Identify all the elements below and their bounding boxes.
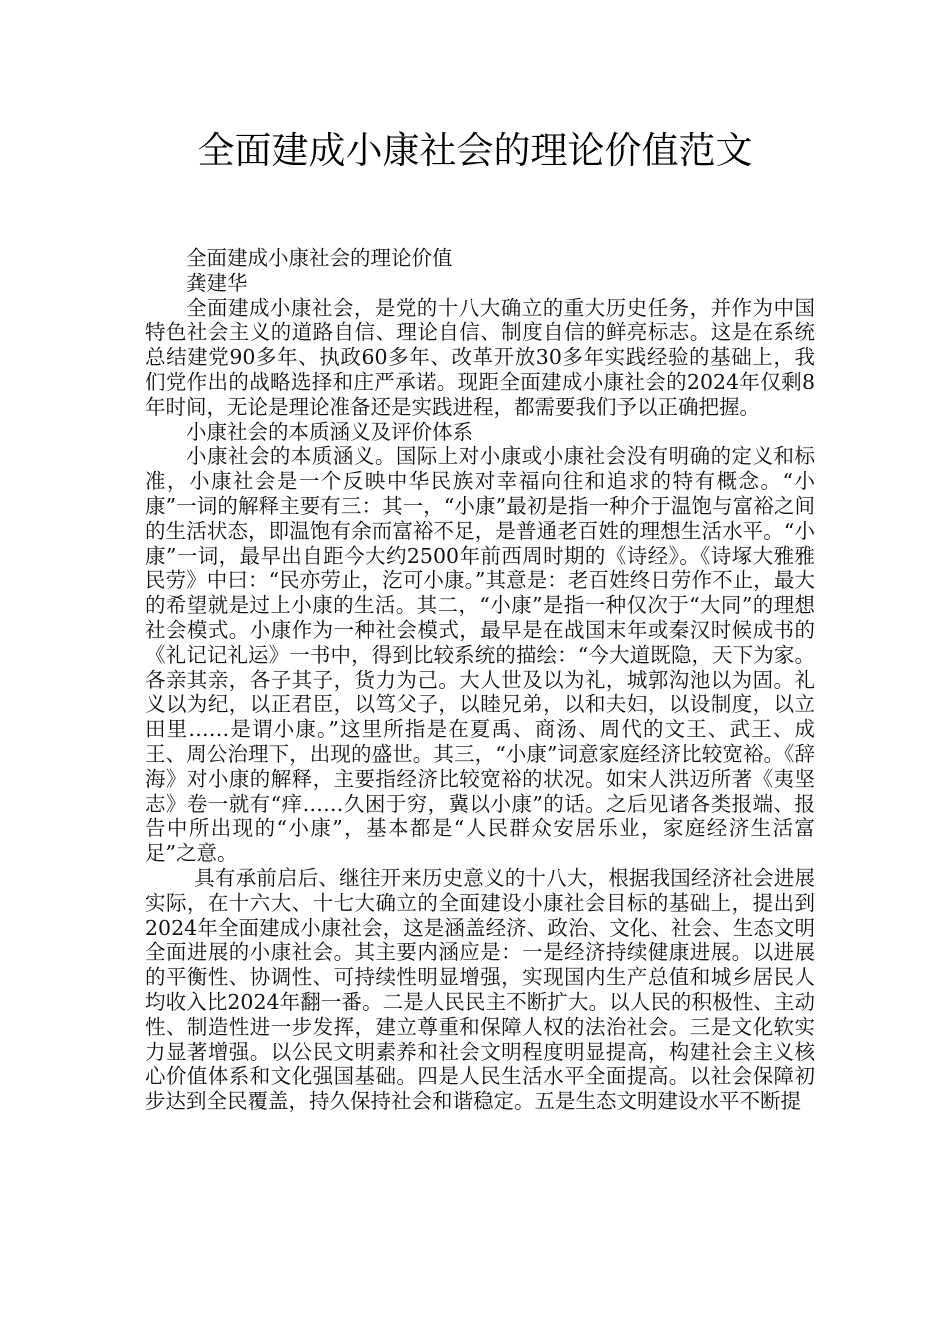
paragraph-eighteenth-congress: 具有承前启后、继往开来历史意义的十八大，根据我国经济社会进展实际，在十六大、十七大确立的全面建设小康社会目标的基础上，提出到2024年全面建成小康社会，这是涵盖经济、政治、文化、社会、生态文明全面进展的小康社会。其主要内涵应是：一是经济持续健康进展。以进展的平衡性、协调性、可持续性明显增强，实现国内生产总值和城乡居民人均收入比2024年翻一番。二是人民民主不断扩大。以人民的积极性、主动性、制造性进一步发挥，建立尊重和保障人权的法治社会。三是文化软实力显著增强。以公民文明素养和社会文明程度明显提高，构建社会主义核心价值体系和文化强国基础。四是人民生活水平全面提高。以社会保障初步达到全民覆盖，持久保持社会和谐稳定。五是生态文明建设水平不断提 bbox=[145, 865, 815, 1114]
section-heading: 小康社会的本质涵义及评价体系 bbox=[186, 419, 473, 444]
paragraph-essence: 小康社会的本质涵义。国际上对小康或小康社会没有明确的定义和标准，小康社会是一个反映中华民族对幸福向往和追求的特有概念。“小康”一词的解释主要有三：其一，“小康”最初是指一种介于温饱与富裕之间的生活状态，即温饱有余而富裕不足，是普通老百姓的理想生活水平。“小康”一词，最早出自距今大约2500年前西周时期的《诗经》。《诗塚大雅雅民劳》中曰：“民亦劳止，汔可小康。”其意是：老百姓终日劳作不止，最大的希望就是过上小康的生活。其二，“小康”是指一种仅次于“大同”的理想社会模式。小康作为一种社会模式，最早是在战国末年或秦汉时候成书的《礼记记礼运》一书中，得到比较系统的描绘：“今大道既隐，天下为家。各亲其亲，各子其子，货力为己。大人世及以为礼，城郭沟池以为固。礼义以为纪，以正君臣，以笃父子，以睦兄弟，以和夫妇，以设制度，以立田里……是谓小康。”这里所指是在夏禹、商汤、周代的文王、武王、成王、周公治理下，出现的盛世。其三，“小康”词意家庭经济比较宽裕。《辞海》对小康的解释，主要指经济比较宽裕的状况。如宋人洪迈所著《夷坚志》卷一就有“痒……久困于穷，冀以小康”的话。之后见诸各类报端、报告中所出现的“小康”，基本都是“人民群众安居乐业，家庭经济生活富足”之意。 bbox=[145, 444, 815, 866]
document-title: 全面建成小康社会的理论价值范文 bbox=[197, 129, 753, 172]
article-title: 全面建成小康社会的理论价值 bbox=[186, 246, 453, 270]
paragraph-intro: 全面建成小康社会，是党的十八大确立的重大历史任务，并作为中国特色社会主义的道路自信、理论自信、制度自信的鲜亮标志。这是在系统总结建党90多年、执政60多年、改革开放30多年实践经验的基础上，我们党作出的战略选择和庄严承诺。现距全面建成小康社会的2024年仅剩8年时间，无论是理论准备还是实践进程，都需要我们予以正确把握。 bbox=[145, 295, 815, 419]
document-body bbox=[145, 246, 815, 1114]
author-name: 龚建华 bbox=[186, 270, 248, 295]
